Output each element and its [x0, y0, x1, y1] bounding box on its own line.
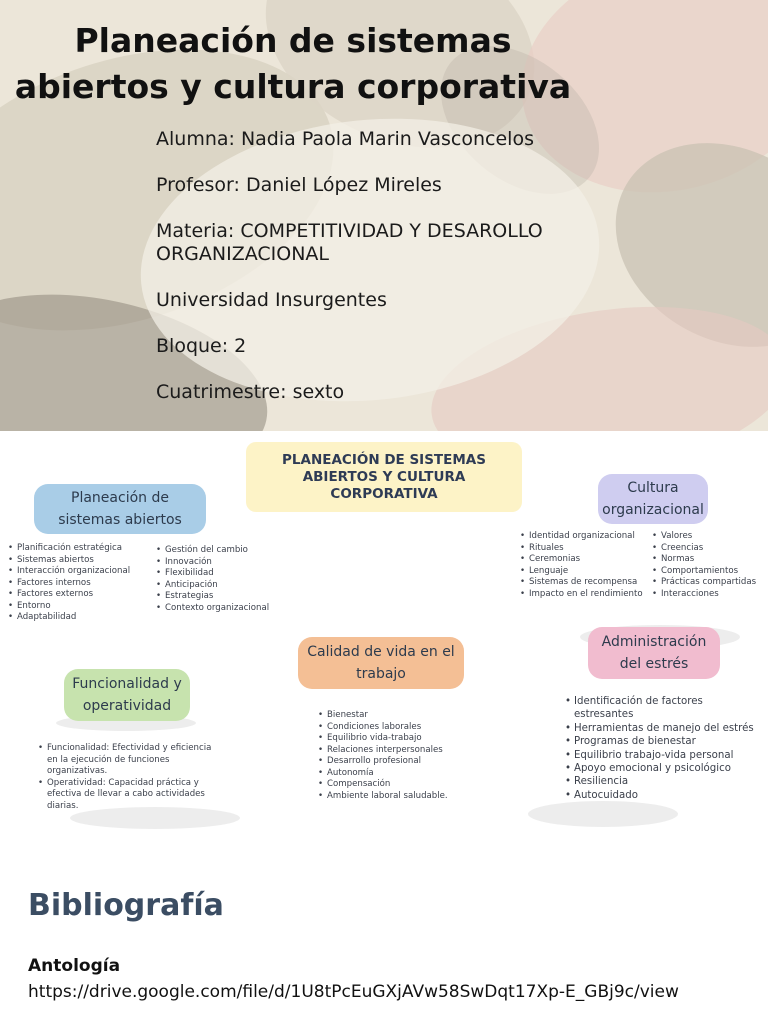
list-item: • Normas — [652, 554, 756, 566]
list-item: • Relaciones interpersonales — [318, 745, 448, 757]
node-calidad: Calidad de vida en el trabajo — [298, 637, 464, 689]
list-item: • Ambiente laboral saludable. — [318, 791, 448, 803]
list-item: • Sistemas de recompensa — [520, 577, 643, 589]
list-item: • Interacción organizacional — [8, 566, 130, 578]
list-item: • Apoyo emocional y psicológico — [565, 762, 755, 775]
list-item: • Flexibilidad — [156, 568, 269, 580]
list-item: • Impacto en el rendimiento — [520, 589, 643, 601]
list-item: • Entorno — [8, 601, 130, 613]
funcionalidad-list — [38, 743, 218, 812]
list-item: • Ceremonias — [520, 554, 643, 566]
university: Universidad Insurgentes — [156, 289, 387, 311]
list-item: • Bienestar — [318, 710, 448, 722]
cover-section — [0, 0, 768, 431]
subject: Materia: COMPETITIVIDAD Y DESAROLLO ORGANIZACIONAL — [156, 220, 543, 265]
node-planeacion: Planeación de sistemas abiertos — [34, 484, 206, 534]
cover-info — [156, 128, 576, 427]
list-shadow — [528, 801, 678, 827]
mind-map — [0, 431, 768, 841]
list-item: • Operatividad: Capacidad práctica y efectiva de llevar a cabo actividades diarias. — [38, 778, 218, 813]
block: Bloque: 2 — [156, 335, 247, 357]
planeacion-list-1 — [8, 543, 130, 624]
list-item: • Innovación — [156, 557, 269, 569]
list-item: • Desarrollo profesional — [318, 756, 448, 768]
list-item: • Rituales — [520, 543, 643, 555]
planeacion-list-2 — [156, 545, 269, 614]
list-item: • Anticipación — [156, 580, 269, 592]
list-item: • Autocuidado — [565, 789, 755, 802]
list-item: • Gestión del cambio — [156, 545, 269, 557]
list-item: • Condiciones laborales — [318, 722, 448, 734]
title-line-1: Planeación de sistemas — [74, 21, 512, 60]
bibliography-link[interactable]: https://drive.google.com/file/d/1U8tPcEuGXjAVw58SwDqt17Xp-E_GBj9c/view — [28, 982, 679, 1002]
list-item: • Resiliencia — [565, 775, 755, 788]
list-item: • Contexto organizacional — [156, 603, 269, 615]
mindmap-center-node: PLANEACIÓN DE SISTEMAS ABIERTOS Y CULTURA CORPORATIVA — [246, 442, 522, 512]
bibliography-heading: Bibliografía — [28, 888, 224, 923]
term: Cuatrimestre: sexto — [156, 381, 345, 403]
list-item: • Prácticas compartidas — [652, 577, 756, 589]
list-item: • Equilibrio vida-trabajo — [318, 733, 448, 745]
list-item: • Programas de bienestar — [565, 735, 755, 748]
list-item: • Sistemas abiertos — [8, 555, 130, 567]
list-item: • Funcionalidad: Efectividad y eficiencia en la ejecución de funciones organizativas. — [38, 743, 218, 778]
cultura-list-1 — [520, 531, 643, 600]
list-item: • Comportamientos — [652, 566, 756, 578]
list-item: • Interacciones — [652, 589, 756, 601]
list-item: • Creencias — [652, 543, 756, 555]
calidad-list — [318, 710, 448, 802]
list-item: • Herramientas de manejo del estrés — [565, 722, 755, 735]
node-funcionalidad: Funcionalidad y operatividad — [64, 669, 190, 721]
cultura-list-2 — [652, 531, 756, 600]
list-item: • Estrategias — [156, 591, 269, 603]
list-item: • Equilibrio trabajo-vida personal — [565, 749, 755, 762]
list-item: • Compensación — [318, 779, 448, 791]
title-line-2: abiertos y cultura corporativa — [14, 67, 572, 106]
list-item: • Adaptabilidad — [8, 612, 130, 624]
node-cultura: Cultura organizacional — [598, 474, 708, 524]
student-name: Alumna: Nadia Paola Marin Vasconcelos — [156, 128, 534, 150]
list-item: • Identidad organizacional — [520, 531, 643, 543]
estres-list — [565, 695, 755, 802]
professor-name: Profesor: Daniel López Mireles — [156, 174, 442, 196]
list-item: • Valores — [652, 531, 756, 543]
list-item: • Planificación estratégica — [8, 543, 130, 555]
list-item: • Factores internos — [8, 578, 130, 590]
list-item: • Lenguaje — [520, 566, 643, 578]
list-item: • Identificación de factores estresantes — [565, 695, 755, 722]
node-estres: Administración del estrés — [588, 627, 720, 679]
bibliography-source-title: Antología — [28, 956, 121, 976]
list-item: • Autonomía — [318, 768, 448, 780]
list-item: • Factores externos — [8, 589, 130, 601]
page-title — [0, 18, 586, 110]
